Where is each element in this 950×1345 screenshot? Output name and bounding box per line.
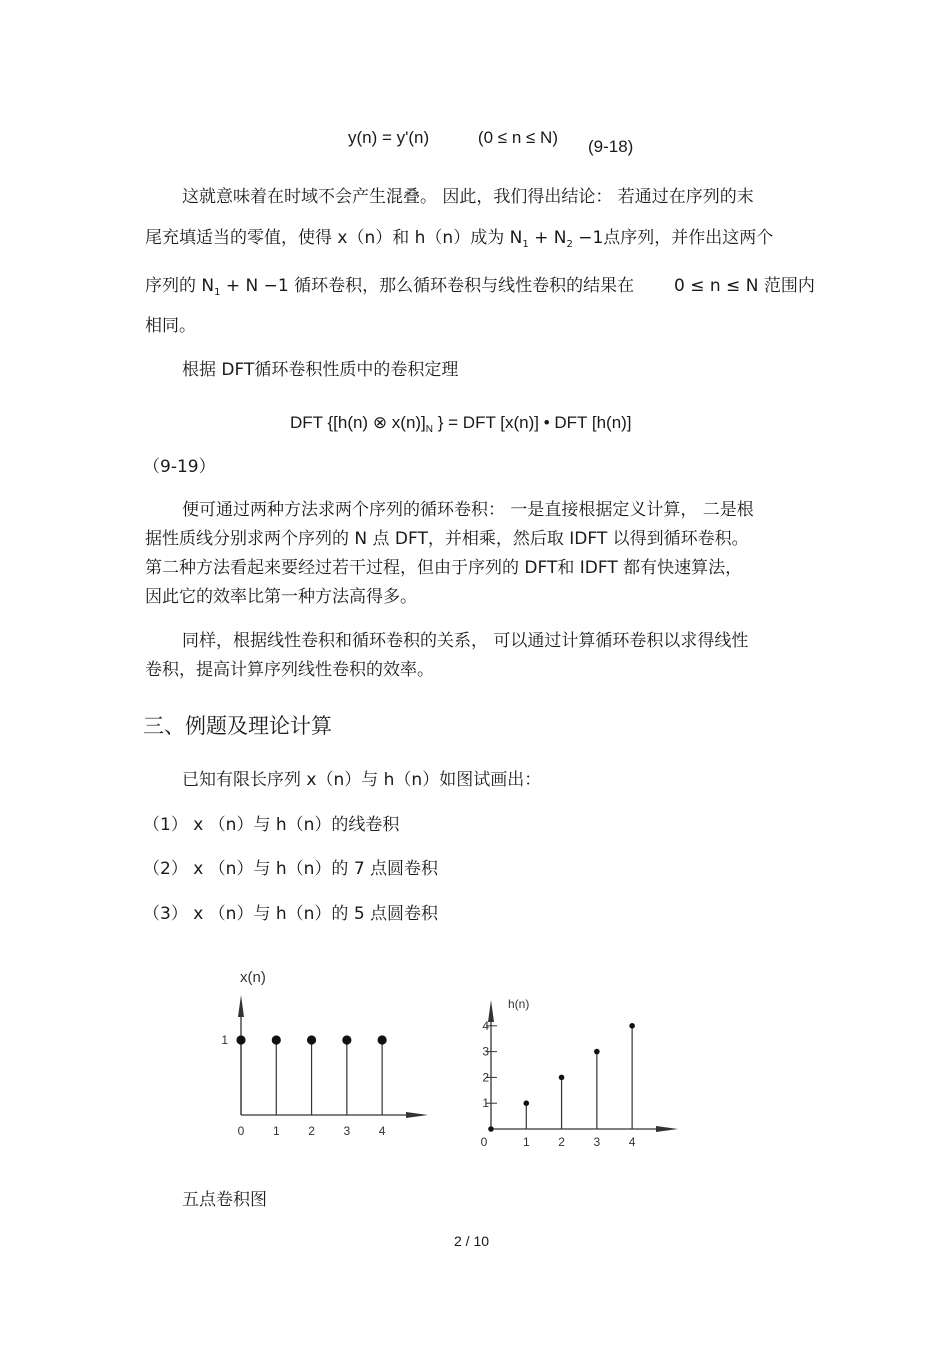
problem-item-3: （3） x （n）与 h（n）的 5 点圆卷积 [143,904,439,924]
figure-caption: 五点卷积图 [182,1190,267,1210]
paragraph-3-line-3: 第二种方法看起来要经过若干过程，但由于序列的 DFT和 IDFT 都有快速算法， [145,558,743,578]
paragraph-1-line-3-range: 0 ≤ n ≤ N 范围内 [674,276,815,296]
x-axis-arrow-icon [406,1112,428,1118]
x-tick-label: 1 [522,1135,530,1149]
paragraph-4-line-1: 同样，根据线性卷积和循环卷积的关系， 可以通过计算循环卷积以求得线性 [182,631,749,651]
x-tick-label: 2 [308,1124,315,1138]
stem-point [307,1035,316,1044]
x-axis-arrow-icon [656,1126,678,1132]
stem-point [559,1075,565,1081]
x-tick-label: 1 [272,1124,280,1138]
equation-9-18-number: (9-18) [588,137,634,156]
stem-point [342,1035,351,1044]
paragraph-1-line-1: 这就意味着在时域不会产生混叠。 因此，我们得出结论： 若通过在序列的末 [182,187,754,207]
problem-item-2: （2） x （n）与 h（n）的 7 点圆卷积 [143,859,439,879]
y-tick-label: 1 [482,1096,489,1111]
chart-title: h(n) [508,997,530,1011]
paragraph-4-line-2: 卷积，提高计算序列线性卷积的效率。 [145,660,434,680]
stem-point [272,1035,281,1044]
stem-point [236,1035,245,1044]
x-tick-label: 2 [558,1135,565,1149]
stem-point [629,1023,635,1029]
stem-point [523,1100,529,1106]
y-tick-label: 3 [482,1044,489,1059]
equation-9-18-condition: (0 ≤ n ≤ N) [477,128,558,147]
chart-h-n [470,992,685,1152]
chart-x-n [210,962,440,1142]
paragraph-1-line-4: 相同。 [145,316,196,336]
x-tick-label: 4 [378,1124,386,1138]
y-tick-label: 1 [221,1033,228,1047]
stem-point [488,1126,494,1132]
equation-9-19-number: （9-19） [143,457,216,477]
y-tick-label: 4 [482,1018,489,1033]
problem-item-1: （1） x （n）与 h（n）的线卷积 [143,815,400,835]
stem-point [378,1035,387,1044]
y-axis-arrow-icon [238,995,244,1017]
problem-intro: 已知有限长序列 x（n）与 h（n）如图试画出： [182,770,542,790]
paragraph-3-line-1: 便可通过两种方法求两个序列的循环卷积： 一是直接根据定义计算， 二是根 [182,500,754,520]
origin-label: 0 [480,1135,488,1149]
x-tick-label: 4 [628,1135,636,1149]
x-tick-label: 3 [343,1124,351,1138]
equation-9-18 [348,128,558,148]
x-tick-label: 0 [237,1124,245,1138]
x-tick-label: 3 [593,1135,601,1149]
paragraph-3-line-2: 据性质线分别求两个序列的 N 点 DFT，并相乘，然后取 IDFT 以得到循环卷积。 [145,529,749,549]
paragraph-1-line-2: 尾充填适当的零值，使得 x（n）和 h（n）成为 $N_1 + N_2 -1$点序列，并作出这两个 [145,228,774,250]
paragraph-3-line-4: 因此它的效率比第一种方法高得多。 [145,587,417,607]
equation-9-18-lhs: y(n) = y'(n) [348,128,430,147]
y-tick-label: 2 [482,1070,489,1085]
chart-title: x(n) [240,969,266,986]
equation-9-19: DFT {[h(n) ⊗ $x(n)]_N$ } = DFT [x(n)] • DFT [h(n)] [290,413,632,435]
paragraph-1-line-3: 序列的 $N_1 + N -1$ 循环卷积，那么循环卷积与线性卷积的结果在 [145,276,635,298]
stem-point [594,1049,600,1055]
paragraph-2: 根据 DFT循环卷积性质中的卷积定理 [182,360,459,380]
section-heading: 三、例题及理论计算 [143,714,332,738]
page-number: 2 / 10 [454,1233,490,1249]
